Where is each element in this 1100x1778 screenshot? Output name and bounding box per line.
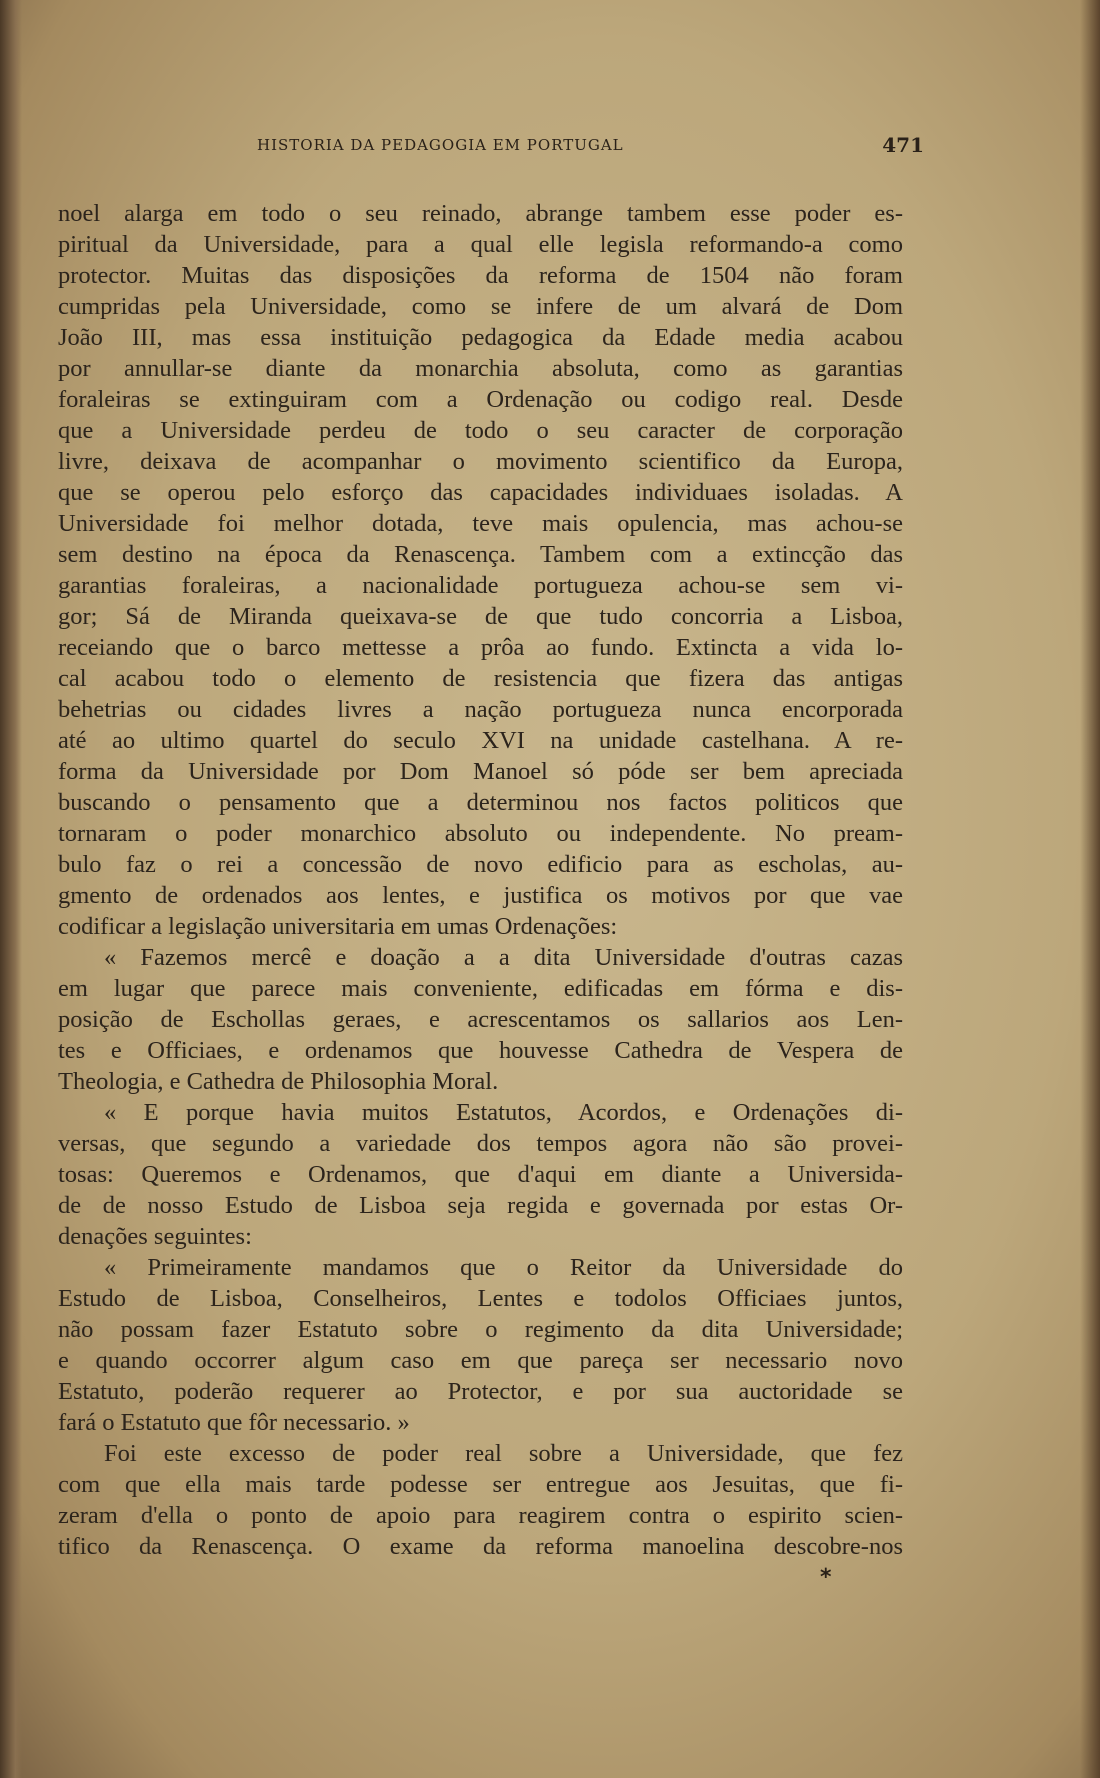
text-line: de de nosso Estudo de Lisboa seja regida e governada por estas Or- <box>58 1192 903 1219</box>
text-line: cumpridas pela Universidade, como se infere de um alvará de Dom <box>58 293 903 320</box>
running-header <box>60 133 924 163</box>
text-line: garantias foraleiras, a nacionalidade portugueza achou-se sem vi- <box>58 572 903 599</box>
text-line: até ao ultimo quartel do seculo XVI na unidade castelhana. A re- <box>58 727 903 754</box>
text-line: Foi este excesso de poder real sobre a Universidade, que fez <box>104 1440 903 1467</box>
text-line: codificar a legislação universitaria em umas Ordenações: <box>58 913 618 940</box>
text-line: livre, deixava de acompanhar o movimento scientifico da Europa, <box>58 448 903 475</box>
page-edge-shadow <box>1080 0 1100 1778</box>
text-line: behetrias ou cidades livres a nação portugueza nunca encorporada <box>58 696 903 723</box>
text-line: que se operou pelo esforço das capacidades individuaes isoladas. A <box>58 479 903 506</box>
text-line: tornaram o poder monarchico absoluto ou independente. No pream- <box>58 820 903 847</box>
text-line: denações seguintes: <box>58 1223 252 1250</box>
text-line: não possam fazer Estatuto sobre o regimento da dita Universidade; <box>58 1316 903 1343</box>
text-line: « E porque havia muitos Estatutos, Acordos, e Ordenações di- <box>104 1099 903 1126</box>
text-line: fará o Estatuto que fôr necessario. » <box>58 1409 410 1436</box>
text-line: noel alarga em todo o seu reinado, abrange tambem esse poder es- <box>58 200 903 227</box>
text-line: protector. Muitas das disposições da reforma de 1504 não foram <box>58 262 903 289</box>
text-line: receiando que o barco mettesse a prôa ao fundo. Extincta a vida lo- <box>58 634 903 661</box>
body-text <box>58 198 903 1562</box>
text-line: tifico da Renascença. O exame da reforma manoelina descobre-nos <box>58 1533 903 1560</box>
text-line: Theologia, e Cathedra de Philosophia Moral. <box>58 1068 499 1095</box>
text-line: por annullar-se diante da monarchia absoluta, como as garantias <box>58 355 903 382</box>
text-line: « Fazemos mercê e doação a a dita Universidade d'outras cazas <box>104 944 903 971</box>
text-line: tes e Officiaes, e ordenamos que houvesse Cathedra de Vespera de <box>58 1037 903 1064</box>
text-line: que a Universidade perdeu de todo o seu caracter de corporação <box>58 417 903 444</box>
text-line: em lugar que parece mais conveniente, edificadas em fórma e dis- <box>58 975 903 1002</box>
text-line: forma da Universidade por Dom Manoel só póde ser bem apreciada <box>58 758 903 785</box>
text-line: zeram d'ella o ponto de apoio para reagirem contra o espirito scien- <box>58 1502 903 1529</box>
page-number: 471 <box>882 133 924 157</box>
text-line: foraleiras se extinguiram com a Ordenação ou codigo real. Desde <box>58 386 903 413</box>
text-line: Estudo de Lisboa, Conselheiros, Lentes e todolos Officiaes juntos, <box>58 1285 903 1312</box>
text-line: Universidade foi melhor dotada, teve mais opulencia, mas achou-se <box>58 510 903 537</box>
page-spine-shadow <box>0 0 22 1778</box>
text-line: Estatuto, poderão requerer ao Protector, e por sua auctoridade se <box>58 1378 903 1405</box>
text-line: com que ella mais tarde podesse ser entregue aos Jesuitas, que fi- <box>58 1471 903 1498</box>
text-line: sem destino na época da Renascença. Tambem com a extincção das <box>58 541 903 568</box>
text-line: João III, mas essa instituição pedagogica da Edade media acabou <box>58 324 903 351</box>
text-line: cal acabou todo o elemento de resistencia que fizera das antigas <box>58 665 903 692</box>
text-line: gor; Sá de Miranda queixava-se de que tudo concorria a Lisboa, <box>58 603 903 630</box>
running-title: HISTORIA DA PEDAGOGIA EM PORTUGAL <box>257 136 624 154</box>
text-line: piritual da Universidade, para a qual elle legisla reformando-a como <box>58 231 903 258</box>
text-line: versas, que segundo a variedade dos tempos agora não são provei- <box>58 1130 903 1157</box>
text-line: posição de Eschollas geraes, e acrescentamos os sallarios aos Len- <box>58 1006 903 1033</box>
text-line: buscando o pensamento que a determinou nos factos politicos que <box>58 789 903 816</box>
text-line: e quando occorrer algum caso em que pareça ser necessario novo <box>58 1347 903 1374</box>
text-line: gmento de ordenados aos lentes, e justifica os motivos por que vae <box>58 882 903 909</box>
text-line: « Primeiramente mandamos que o Reitor da Universidade do <box>104 1254 903 1281</box>
signature-mark: * <box>820 1565 832 1590</box>
text-line: tosas: Queremos e Ordenamos, que d'aqui em diante a Universida- <box>58 1161 903 1188</box>
text-line: bulo faz o rei a concessão de novo edificio para as escholas, au- <box>58 851 903 878</box>
